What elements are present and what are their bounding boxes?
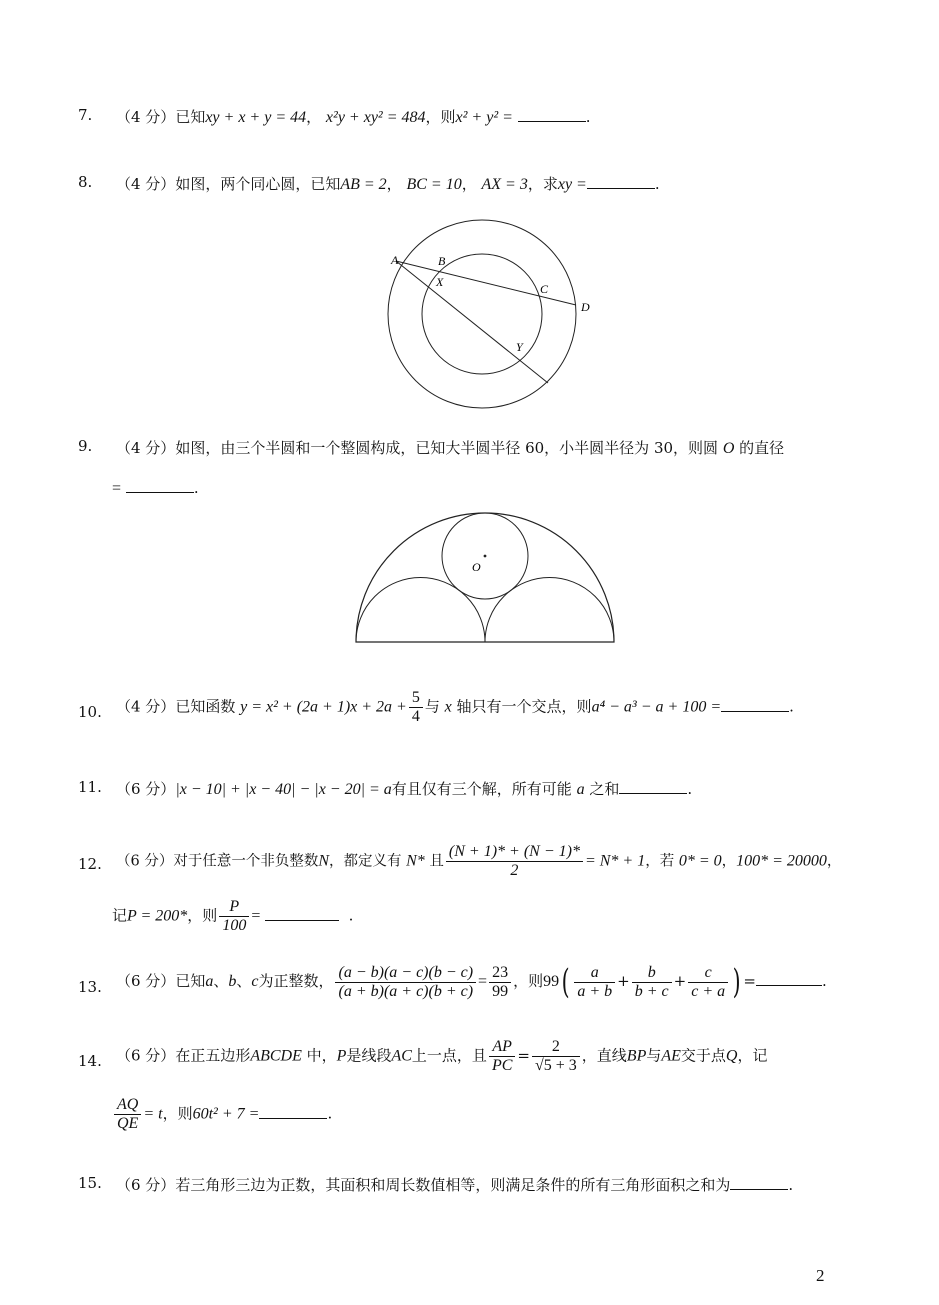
label-X: X <box>436 275 444 289</box>
fraction: $\frac{5}{4}$ <box>409 689 423 726</box>
fraction: $\frac{(a - b)(a - c)(b - c)}{(a + b)(a + c)(b + c)}$ <box>335 964 476 1001</box>
label-D: D <box>581 300 590 314</box>
question-text: （4 分）已知xy + x + y = 44， x²y + xy² = 484，则x² + y² = . <box>116 108 591 126</box>
label-C: C <box>540 282 549 296</box>
fraction: $\frac{AP}{PC}$ <box>489 1038 515 1075</box>
figure-concentric-circles <box>380 215 600 420</box>
label-Y: Y <box>516 340 523 354</box>
label-B: B <box>438 254 446 268</box>
answer-blank[interactable] <box>756 971 822 986</box>
question-number: 13. <box>78 978 102 996</box>
question-number: 15. <box>78 1174 102 1192</box>
answer-blank[interactable] <box>518 107 586 122</box>
fraction: $\frac{P}{100}$ <box>219 898 249 935</box>
question-number: 14. <box>78 1052 102 1070</box>
fraction: $\frac{a}{a + b}$ <box>574 964 615 1001</box>
question-text: （4 分）如图，由三个半圆和一个整圆构成，已知大半圆半径 60，小半圆半径为 30，则圆 O 的直径 <box>116 439 785 457</box>
question-text: （6 分）若三角形三边为正数，其面积和周长数值相等，则满足条件的所有三角形面积之和为 . <box>116 1176 794 1194</box>
outer-circle <box>388 220 576 408</box>
question-text: （4 分）如图，两个同心圆，已知AB = 2， BC = 10， AX = 3，求xy = . <box>116 175 660 193</box>
answer-blank[interactable] <box>587 174 655 189</box>
center-dot <box>484 555 487 558</box>
answer-blank[interactable] <box>730 1175 788 1190</box>
answer-blank[interactable] <box>126 478 194 493</box>
fraction: $\frac{(N + 1)* + (N - 1)*}{2}$ <box>446 843 583 880</box>
answer-blank[interactable] <box>265 906 339 921</box>
figure-semicircles <box>350 505 622 647</box>
question-number: 8. <box>78 173 93 191</box>
fraction: $\frac{b}{b + c}$ <box>632 964 672 1001</box>
question-text: （6 分）|x − 10| + |x − 40| − |x − 20| = a有且仅有三个解，所有可能 a 之和 . <box>116 780 693 798</box>
question-text: （6 分）在正五边形ABCDE 中，P是线段AC上一点，且 $\frac{AP}{PC}$ = $\frac{2}{√5 + 3}$ ，直线BP与AE交于点Q，记 <box>116 1038 768 1074</box>
question-number: 7. <box>78 106 93 124</box>
question-text: （4 分）已知函数 y = x² + (2a + 1)x + 2a + $\frac{5}{4}$ 与 x 轴只有一个交点，则a⁴ − a³ − a + 100 = . <box>116 689 794 725</box>
label-A: A <box>391 253 399 267</box>
question-number: 10. <box>78 703 102 721</box>
question-number: 9. <box>78 437 93 455</box>
fraction: $\frac{AQ}{QE}$ <box>114 1096 141 1133</box>
answer-blank[interactable] <box>259 1104 327 1119</box>
large-semicircle <box>356 513 614 642</box>
label-O: O <box>472 560 481 574</box>
small-semicircle-left <box>356 578 485 643</box>
question-number: 12. <box>78 855 102 873</box>
fraction: $\frac{c}{c + a}$ <box>688 964 728 1001</box>
answer-blank[interactable] <box>619 779 687 794</box>
fraction: $\frac{23}{99}$ <box>489 964 511 1001</box>
question-text: （6 分）对于任意一个非负整数N，都定义有 N* 且 $\frac{(N + 1)* + (N - 1)*}{2}$ = N* + 1，若 0* = 0，100* = 20000， <box>116 843 842 879</box>
answer-blank[interactable] <box>721 697 789 712</box>
question-text: （6 分）已知a、b、c为正整数， $\frac{(a - b)(a - c)(b - c)}{(a + b)(a + c)(b + c)}$ = $\frac{23}{99}$ ，则99( $\frac{a}{a + b}$ + $\frac{b}{b + c}$ + $\frac{c}{c + a}$ ) = . <box>116 962 827 1002</box>
question-number: 11. <box>78 778 102 796</box>
fraction: $\frac{2}{√5 + 3}$ <box>532 1038 580 1075</box>
small-semicircle-right <box>485 578 614 643</box>
page-number: 2 <box>816 1266 825 1285</box>
